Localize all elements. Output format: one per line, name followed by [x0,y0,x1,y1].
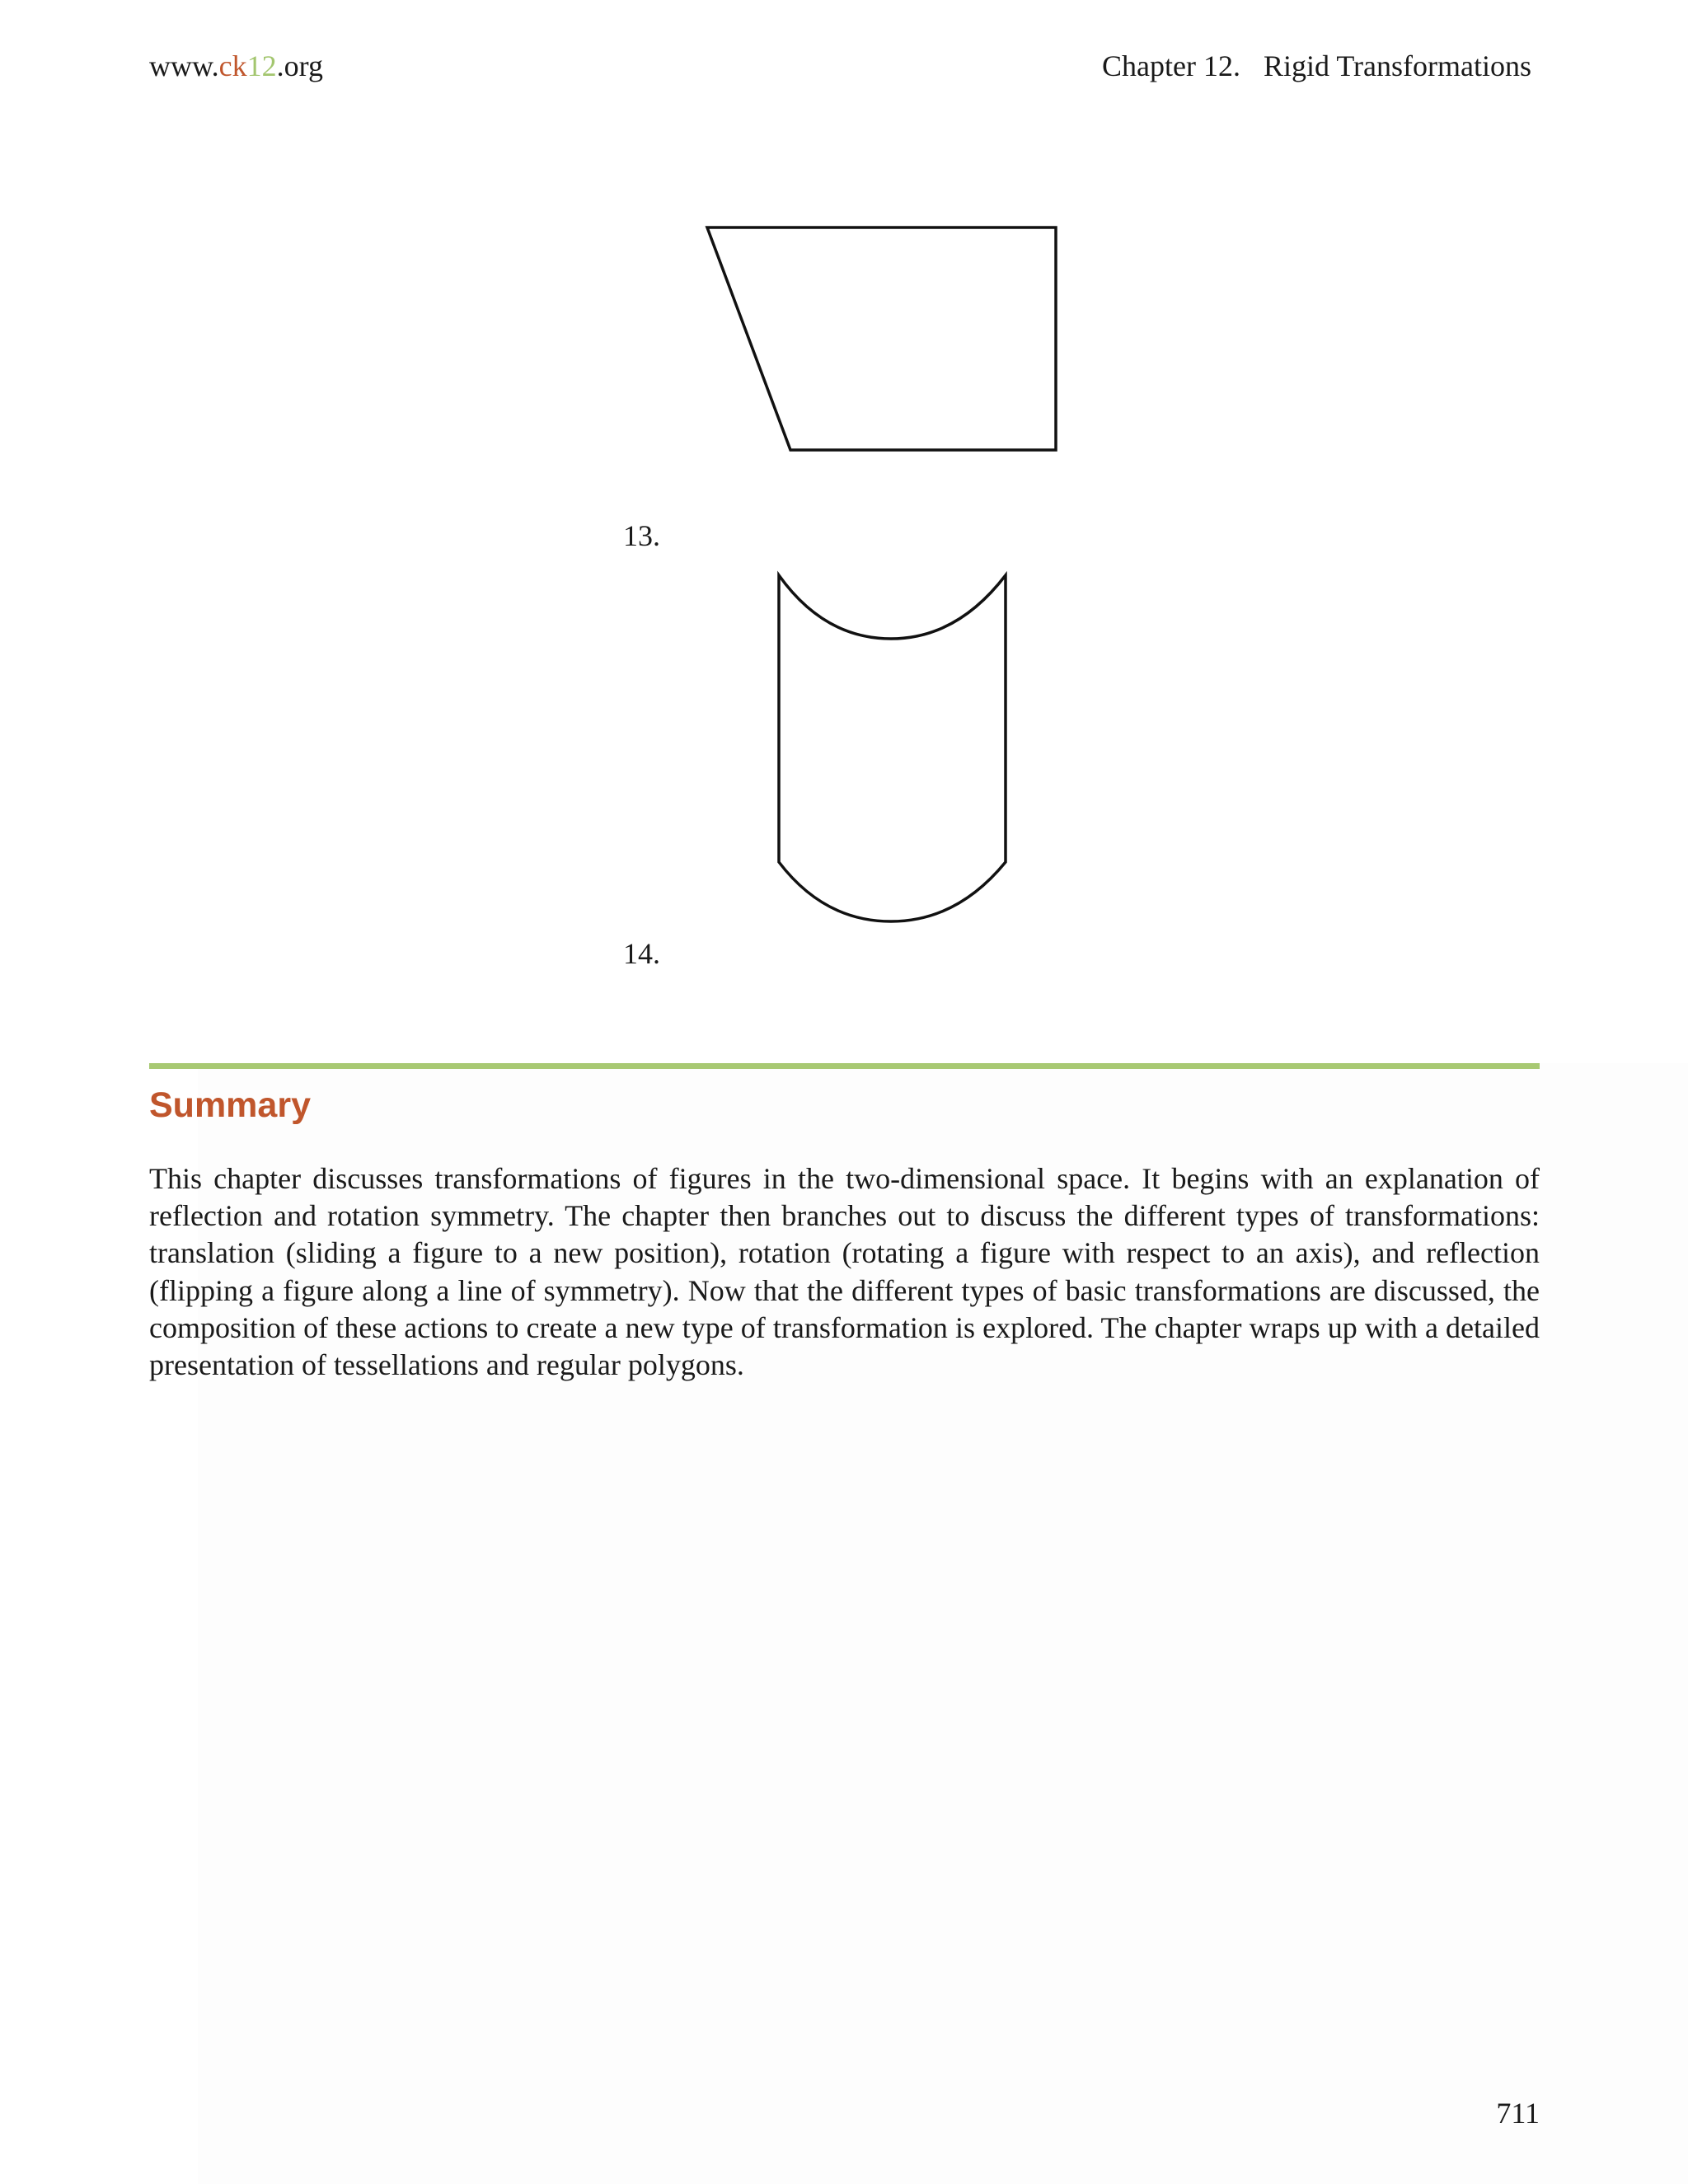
summary-paragraph: This chapter discusses transformations of figures in the two-dimensional space. It begins with an explanation of reflection and rotation symmetry. The chapter then branches out to discuss the different types of transformations: translation (sliding a figure to a new position), rotation (rotating a figure with respect to an axis), and reflection (flipping a figure along a line of symmetry). Now that the different types of basic transformations are discussed, the composition of these actions to create a new type of transformation is explored. The chapter wraps up with a detailed presentation of tessellations and regular polygons. [149,1162,1540,1382]
running-header [1102,48,1531,84]
summary-heading: Summary [149,1085,311,1125]
problem-number-13: 13. [623,519,660,552]
site-prefix: www. [149,49,219,82]
problem-number-14: 14. [623,937,660,970]
chapter-number: Chapter 12. [1101,49,1240,82]
curved-ends-figure [767,569,1014,931]
site-ck: ck [218,49,247,82]
trapezoid-shape [707,227,1056,450]
site-url[interactable] [149,48,323,84]
page-number: 711 [1496,2097,1540,2130]
trapezoid-figure [701,223,1063,462]
site-suffix: .org [276,49,323,82]
site-12: 12 [246,49,277,82]
chapter-title: Rigid Transformations [1263,49,1531,82]
curved-ends-shape [779,575,1006,921]
section-divider [149,1063,1540,1069]
